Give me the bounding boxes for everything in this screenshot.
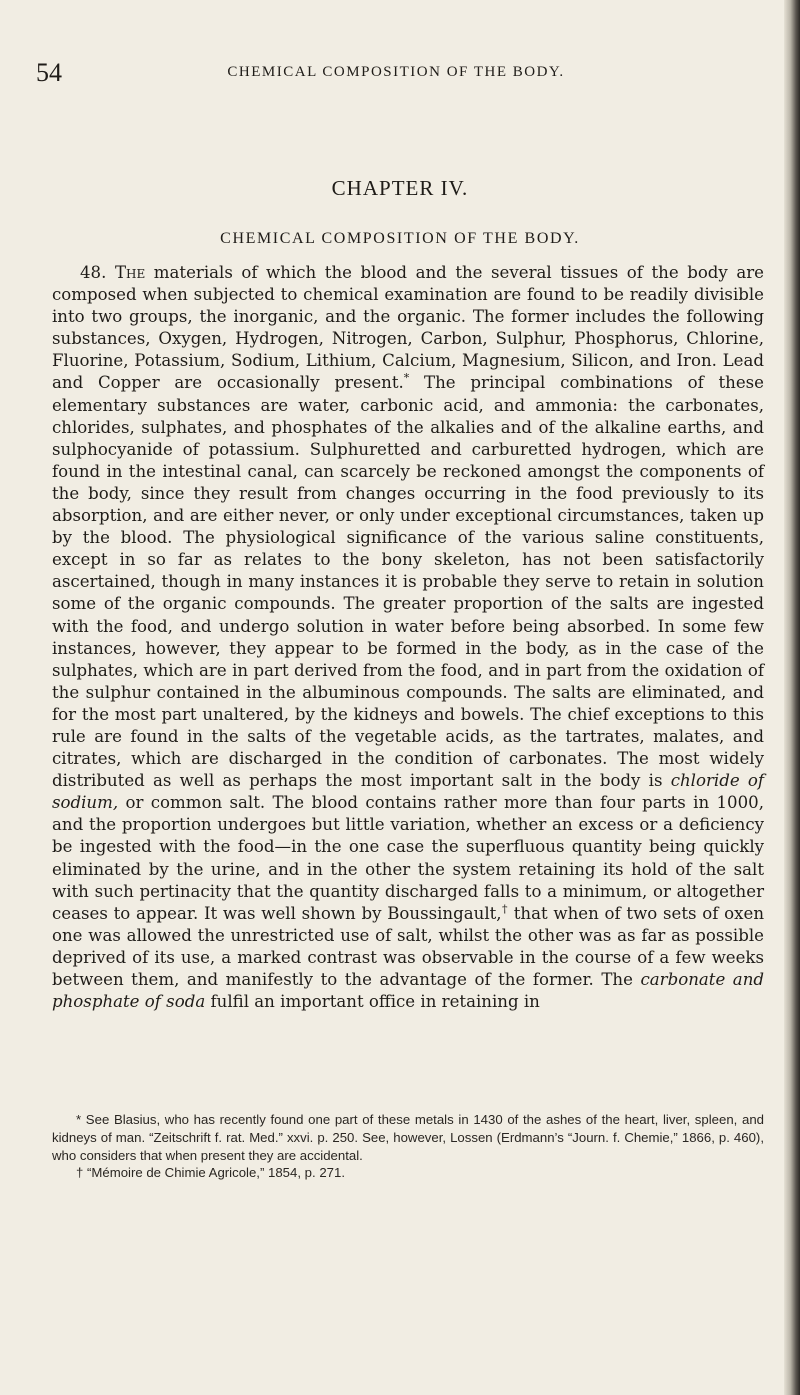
- page-edge-shadow: [784, 0, 800, 1395]
- italic-term-chloride-of-sodium: chloride of sodium,: [52, 771, 764, 813]
- paragraph-text-4: that when of two sets of oxen one was allowed the unrestricted use of salt, whilst the other was as far as possible deprived of its use, a marked contrast was observable in the course of a few weeks between them, and manifestly to the advantage of the former. The: [52, 903, 765, 989]
- paragraph-text-1: materials of which the blood and the several tissues of the body are composed when subjected to chemical examination are found to be readily divisible into two groups, the inorganic, and the organic. The former includes the following substances, Oxygen, Hydrogen, Nitrogen, Carbon, Sulphur, Phosphorus, Chlorine, Fluorine, Potassium, Sodium, Lithium, Calcium, Magnesium, Silicon, and Iron. Lead and Copper are occasionally present.: [52, 263, 764, 393]
- lead-word: The: [114, 263, 146, 282]
- paragraph-text-5: fulfil an important office in retaining in: [205, 992, 540, 1012]
- paragraph-number: 48.: [80, 263, 107, 282]
- footnote-1: * See Blasius, who has recently found one part of these metals in 1430 of the ashes of the heart, liver, spleen, and kidneys of man. “Zeitschrift f. rat. Med.” xxvi. p. 250. See, however, Lossen (Erdmann’s “Journ. f. Chemie,” 1866, p. 460), who considers that when present they are accidental.: [52, 1112, 764, 1163]
- running-head: CHEMICAL COMPOSITION OF THE BODY.: [227, 64, 565, 80]
- chapter-title: CHAPTER IV.: [331, 176, 469, 200]
- paragraph-text-2: The principal combinations of these elementary substances are water, carbonic acid, and ammonia: the carbonates, chlorides, sulphates, and phosphates of the alkalies and of the alkaline earths, and sulphocyanide of potassium. Sulphuretted and carburetted hydrogen, which are found in the intestinal canal, can scarcely be reckoned amongst the components of the body, since they result from changes occurring in the food previously to its absorption, and are either never, or only under exceptional circumstances, taken up by the blood. The physiological significance of the various saline constituents, except in so far as relates to the bony skeleton, has not been satisfactorily ascertained, though in many instances it is probable they serve to retain in solution some of the organic compounds. The greater proportion of the salts are ingested with the food, and undergo solution in water before being absorbed. In some few instances, however, they appear to be formed in the body, as in the case of the sulphates, which are in part derived from the food, and in part from the oxidation of the sulphur contained in the albuminous compounds. The salts are eliminated, and for the most part unaltered, by the kidneys and bowels. The chief exceptions to this rule are found in the salts of the vegetable acids, as the tartrates, malates, and citrates, which are discharged in the condition of carbonates. The most widely distributed as well as perhaps the most important salt in the body is: [52, 373, 764, 791]
- page-header: [36, 58, 756, 88]
- paragraph-48: [52, 262, 764, 1013]
- paragraph-text-3: or common salt. The blood contains rather more than four parts in 1000, and the proportion undergoes but little variation, whether an excess or a deficiency be ingested with the food—in the one case the superfluous quantity being quickly eliminated by the urine, and in the other the system retaining its hold of the salt with such pertinacity that the quantity discharged falls to a minimum, or altogether ceases to appear. It was well shown by Boussingault,: [52, 793, 764, 923]
- footnote-reference-1[interactable]: *: [403, 371, 410, 385]
- page-number: 54: [36, 58, 62, 87]
- italic-term-carbonate-phosphate: carbonate and phosphate of soda: [52, 970, 764, 1012]
- footnote-2: † “Mémoire de Chimie Agricole,” 1854, p. 271.: [76, 1165, 346, 1181]
- footnotes: [52, 1111, 764, 1182]
- chapter-subtitle: CHEMICAL COMPOSITION OF THE BODY.: [220, 230, 580, 247]
- footnote-reference-2[interactable]: †: [501, 902, 509, 916]
